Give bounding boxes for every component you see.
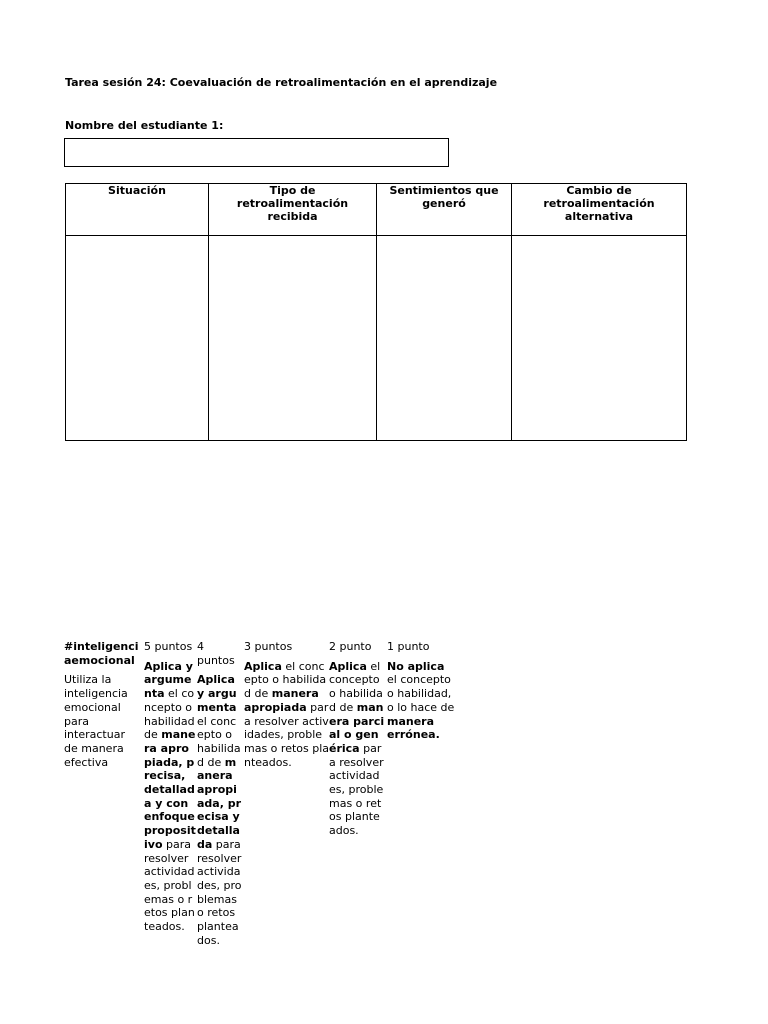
cell-situacion[interactable]	[66, 236, 209, 441]
level-description: Aplica el concepto o habilidad de manera parcial o genérica para resolver actividades, problemas o retos planteados.	[329, 659, 385, 838]
table-header-row	[66, 184, 687, 236]
student-name-field[interactable]	[64, 138, 449, 167]
level-description: Aplica y argumenta el concepto o habilidad de manera apropiada, precisa y detallada para resolver actividades, problemas o retos planteados.	[197, 673, 242, 947]
document-title: Tarea sesión 24: Coevaluación de retroalimentación en el aprendizaje	[65, 76, 498, 89]
student-name-label: Nombre del estudiante 1:	[65, 119, 224, 132]
level-description: Aplica el concepto o habilidad de manera apropiada para resolver actividades, problemas o retos planteados.	[244, 659, 330, 769]
rubric-level-2	[329, 640, 386, 838]
header-tipo-retroalimentacion: Tipo de retroalimentación recibida	[209, 184, 377, 236]
rubric-level-1	[387, 640, 455, 742]
level-points: 2 punto	[329, 640, 372, 653]
cell-cambio-retroalimentacion[interactable]	[512, 236, 687, 441]
level-points: 5 puntos	[144, 640, 193, 653]
rubric-level-5	[144, 640, 196, 934]
cell-sentimientos[interactable]	[377, 236, 512, 441]
rubric-criterion	[64, 640, 142, 769]
cell-tipo-retroalimentacion[interactable]	[209, 236, 377, 441]
criterion-title: #inteligenciaemocional	[64, 640, 139, 667]
level-description: Aplica y argumenta el concepto o habilidad de manera apropiada, precisa, detallada y con enfoque propositivo para resolver actividades, problemas o retos planteados.	[144, 659, 196, 934]
level-points: 1 punto	[387, 640, 430, 653]
header-cambio-retroalimentacion: Cambio de retroalimentación alternativa	[512, 184, 687, 236]
level-points: 3 puntos	[244, 640, 293, 653]
table-row	[66, 236, 687, 441]
rubric-level-3	[244, 640, 329, 769]
feedback-table	[65, 183, 687, 441]
level-description: No aplica el concepto o habilidad, o lo hace de manera errónea.	[387, 659, 455, 742]
header-situacion: Situación	[66, 184, 209, 236]
rubric-level-4	[197, 640, 242, 947]
criterion-description: Utiliza la inteligencia emocional para interactuar de manera efectiva	[64, 673, 128, 769]
header-sentimientos: Sentimientos que generó	[377, 184, 512, 236]
level-points: 4 puntos	[197, 640, 235, 667]
